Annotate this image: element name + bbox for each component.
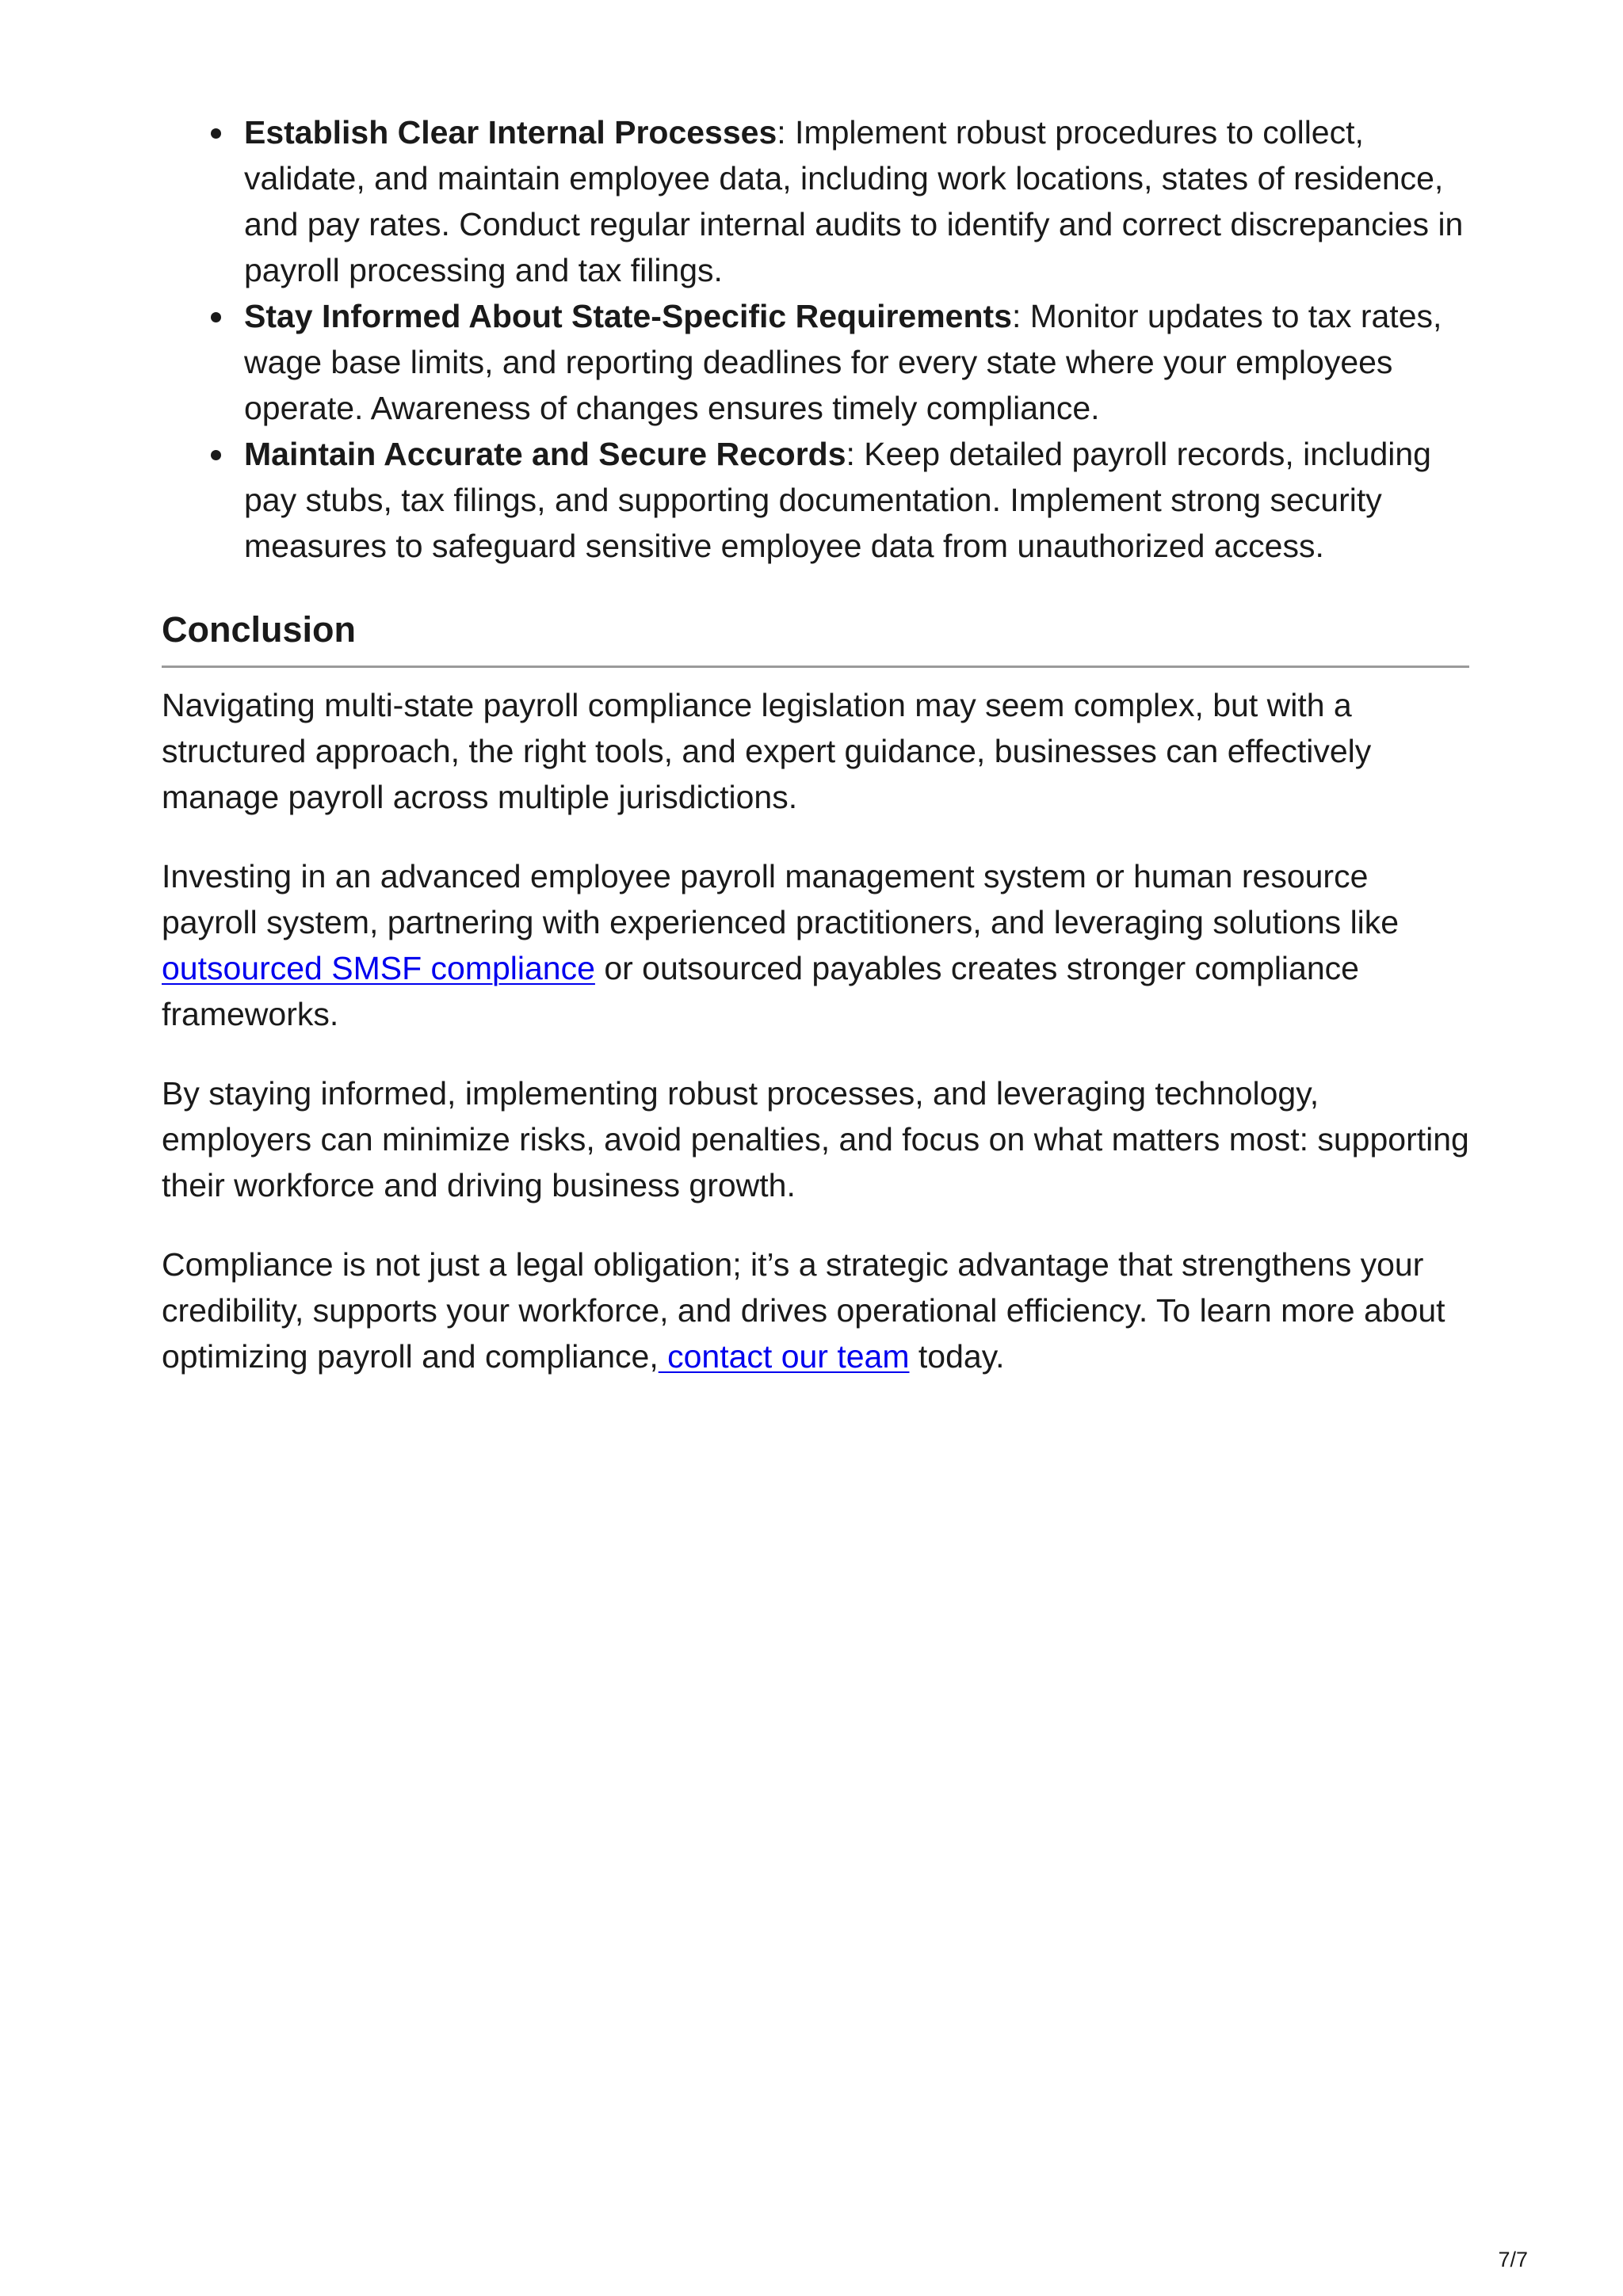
conclusion-paragraph-2 [162,853,1469,1037]
bullet-icon [211,312,221,322]
list-item-text: : Implement robust procedures to collect, validate, and maintain employee data, including work locations, states of residence, and pay rates. Conduct regular internal audits to identify and correct discrepancies in payroll processing and tax filings. [244,114,1464,288]
paragraph-text: today. [909,1338,1005,1375]
paragraph-text: or outsourced payables creates stronger compliance frameworks. [162,950,1359,1032]
paragraph-text: Investing in an advanced employee payroll management system or human resource payroll system, partnering with experienced practitioners, and leveraging solutions like [162,858,1400,940]
list-item-title: Maintain Accurate and Secure Records [244,436,846,472]
conclusion-paragraph-3: By staying informed, implementing robust processes, and leveraging technology, employers can minimize risks, avoid penalties, and focus on what matters most: supporting their workforce and driving business growth. [162,1075,1469,1203]
conclusion-paragraph-4 [162,1241,1469,1379]
page-number: 7/7 [1498,2248,1528,2271]
best-practices-list [162,109,1469,569]
document-body [162,109,1469,1379]
list-item-title: Stay Informed About State-Specific Requirements [244,298,1012,334]
list-item [244,293,1469,431]
bullet-icon [211,450,221,460]
list-item-text: : Monitor updates to tax rates, wage base limits, and reporting deadlines for every state where your employees operate. Awareness of changes ensures timely compliance. [244,298,1442,426]
contact-our-team-link[interactable]: contact our team [658,1338,910,1375]
smsf-compliance-link[interactable]: outsourced SMSF compliance [162,950,595,986]
list-item-title: Establish Clear Internal Processes [244,114,777,151]
conclusion-paragraph-1: Navigating multi-state payroll compliance legislation may seem complex, but with a structured approach, the right tools, and expert guidance, businesses can effectively manage payroll across multiple jurisdictions. [162,687,1372,815]
list-item [244,431,1469,569]
conclusion-heading: Conclusion [162,607,1469,668]
list-item-text: : Keep detailed payroll records, including pay stubs, tax filings, and supporting documentation. Implement strong security measures to safeguard sensitive employee data from unauthorized access. [244,436,1431,564]
paragraph-text: Compliance is not just a legal obligation; it’s a strategic advantage that strengthens your credibility, supports your workforce, and drives operational efficiency. To learn more about optimizing payroll and compliance, [162,1246,1445,1375]
bullet-icon [211,128,221,139]
list-item [244,109,1469,293]
